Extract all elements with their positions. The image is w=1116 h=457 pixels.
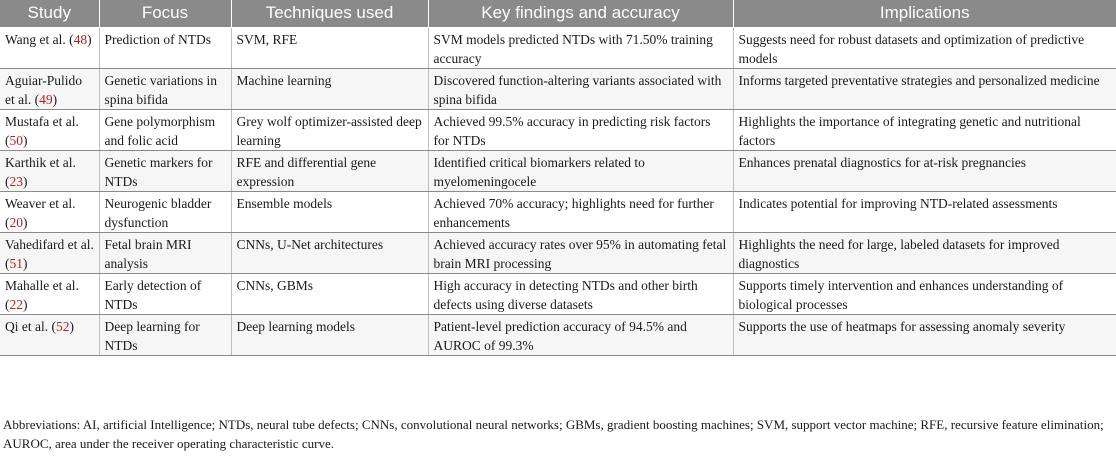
study-paren: )	[87, 31, 92, 47]
table-row	[0, 191, 1116, 232]
findings-cell: High accuracy in detecting NTDs and other birth defects using diverse datasets	[428, 273, 733, 314]
study-author: Mustafa et al. (	[5, 113, 79, 148]
study-paren: )	[23, 214, 28, 230]
techniques-cell: Machine learning	[231, 68, 428, 109]
study-paren: )	[23, 132, 28, 148]
study-paren: )	[23, 173, 28, 189]
findings-cell: Identified critical biomarkers related to myelomeningocele	[428, 150, 733, 191]
findings-cell: Achieved 99.5% accuracy in predicting risk factors for NTDs	[428, 109, 733, 150]
techniques-cell: Ensemble models	[231, 191, 428, 232]
study-author: Aguiar-Pulido et al. (	[5, 72, 82, 107]
focus-cell: Early detection of NTDs	[99, 273, 231, 314]
study-cell	[0, 191, 99, 232]
study-paren: )	[69, 318, 74, 334]
study-cell	[0, 68, 99, 109]
study-author: Wang et al. (	[5, 31, 74, 47]
focus-cell: Deep learning for NTDs	[99, 314, 231, 355]
study-paren: )	[52, 91, 58, 107]
reference-link[interactable]: 23	[9, 173, 23, 189]
findings-cell: SVM models predicted NTDs with 71.50% training accuracy	[428, 27, 733, 68]
table-row	[0, 68, 1116, 109]
focus-cell: Fetal brain MRI analysis	[99, 232, 231, 273]
study-paren: )	[23, 296, 28, 312]
study-cell	[0, 273, 99, 314]
abbreviations-footnote: Abbreviations: AI, artificial Intelligence; NTDs, neural tube defects; CNNs, convolutional neural networks; GBMs, gradient boosting machines; SVM, support vector machine; RFE, recursive feature elimination; AUROC, area under the receiver operating characteristic curve.	[3, 417, 1104, 451]
implications-cell: Informs targeted preventative strategies and personalized medicine	[733, 68, 1116, 109]
table-row	[0, 232, 1116, 273]
table-row	[0, 273, 1116, 314]
implications-cell: Indicates potential for improving NTD-related assessments	[733, 191, 1116, 232]
table-row	[0, 109, 1116, 150]
techniques-cell: RFE and differential gene expression	[231, 150, 428, 191]
header-implications: Implications	[733, 0, 1116, 27]
reference-link[interactable]: 51	[9, 255, 23, 271]
focus-cell: Genetic markers for NTDs	[99, 150, 231, 191]
reference-link[interactable]: 22	[9, 296, 23, 312]
findings-cell: Discovered function-altering variants associated with spina bifida	[428, 68, 733, 109]
table-row	[0, 314, 1116, 355]
techniques-cell: CNNs, GBMs	[231, 273, 428, 314]
techniques-cell: Deep learning models	[231, 314, 428, 355]
findings-cell: Patient-level prediction accuracy of 94.5% and AUROC of 99.3%	[428, 314, 733, 355]
findings-cell: Achieved accuracy rates over 95% in automating fetal brain MRI processing	[428, 232, 733, 273]
techniques-cell: CNNs, U-Net architectures	[231, 232, 428, 273]
reference-link[interactable]: 52	[55, 318, 70, 334]
reference-link[interactable]: 48	[73, 31, 88, 47]
table-header-row	[0, 0, 1116, 27]
implications-cell: Supports the use of heatmaps for assessing anomaly severity	[733, 314, 1116, 355]
focus-cell: Neurogenic bladder dysfunction	[99, 191, 231, 232]
study-paren: )	[23, 255, 28, 271]
focus-cell: Prediction of NTDs	[99, 27, 231, 68]
header-techniques: Techniques used	[231, 0, 428, 27]
reference-link[interactable]: 49	[39, 91, 53, 107]
techniques-cell: SVM, RFE	[231, 27, 428, 68]
study-cell	[0, 232, 99, 273]
findings-cell: Achieved 70% accuracy; highlights need for further enhancements	[428, 191, 733, 232]
reference-link[interactable]: 50	[9, 132, 23, 148]
study-author: Vahedifard et al. (	[5, 236, 94, 271]
focus-cell: Genetic variations in spina bifida	[99, 68, 231, 109]
study-author: Weaver et al. (	[5, 195, 76, 230]
table-row	[0, 150, 1116, 191]
implications-cell: Suggests need for robust datasets and optimization of predictive models	[733, 27, 1116, 68]
reference-link[interactable]: 20	[9, 214, 23, 230]
implications-cell: Supports timely intervention and enhances understanding of biological processes	[733, 273, 1116, 314]
implications-cell: Enhances prenatal diagnostics for at-risk pregnancies	[733, 150, 1116, 191]
study-author: Karthik et al. (	[5, 154, 76, 189]
header-focus: Focus	[99, 0, 231, 27]
header-findings: Key findings and accuracy	[428, 0, 733, 27]
table-row	[0, 27, 1116, 68]
implications-cell: Highlights the need for large, labeled datasets for improved diagnostics	[733, 232, 1116, 273]
header-study: Study	[0, 0, 99, 27]
study-cell	[0, 109, 99, 150]
study-cell	[0, 150, 99, 191]
techniques-cell: Grey wolf optimizer-assisted deep learning	[231, 109, 428, 150]
study-cell	[0, 27, 99, 68]
study-cell	[0, 314, 99, 355]
study-author: Qi et al. (	[5, 318, 56, 334]
study-author: Mahalle et al. (	[5, 277, 79, 312]
focus-cell: Gene polymorphism and folic acid	[99, 109, 231, 150]
implications-cell: Highlights the importance of integrating genetic and nutritional factors	[733, 109, 1116, 150]
